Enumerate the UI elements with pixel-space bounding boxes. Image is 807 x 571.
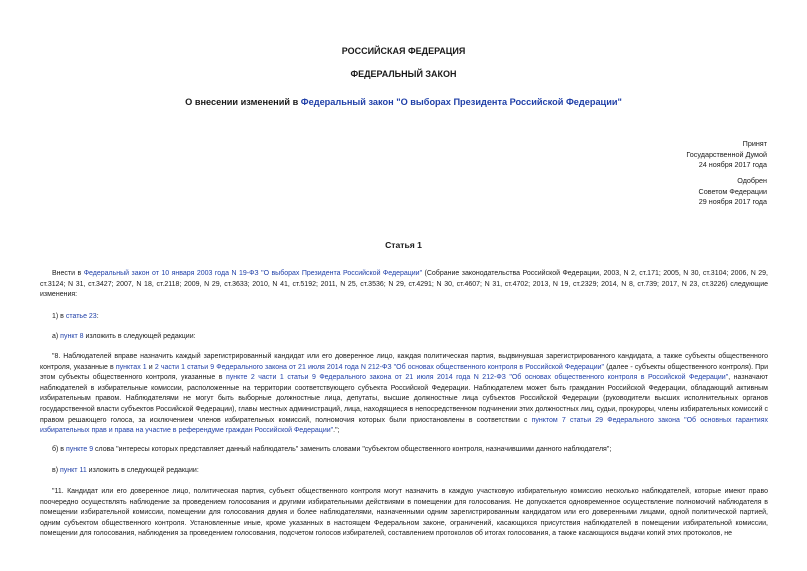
point-11-link[interactable]: пункт 11 <box>60 467 87 474</box>
point-11-text: "11. Кандидат или его доверенное лицо, политическая партия, субъект общественного контроля могут назначить в каждую участковую избирательную комиссию несколько наблюдателей, которые имеют право поочередно осуществлять наблюдение за проведением голосования и другими избирательными действиями в помещении для голосования. Не допускается одновременное осуществление полномочий наблюдателя в помещении избирательной комиссии, помещении для голосования двумя и более наблюдателями, назначенными одним зарегистрированным кандидатом или его доверенными лицами, одной политической партией, одним субъектом общественного контроля. Установленные иные, кроме указанных в настоящем Федеральном законе, ограничений, касающихся присутствия наблюдателей в помещении избирательной комиссии, помещении для голосования, наблюдения за проведением голосования, подсчетом голосов избирателей, составлением протоколов об итогах голосования, а также касающихся выдачи копий этих протоколов, не <box>40 488 768 538</box>
law-212-point2-link[interactable]: пункте 2 части 1 статьи 9 Федерального закона от 21 июля 2014 года N 212-ФЗ "Об основах общественного контроля в Российской Федерации" <box>226 374 729 382</box>
intro-paragraph <box>40 269 768 301</box>
text: (Собрание законодательства Российской Федерации, 2003, N 2, ст.171; 2005, N 30, ст.3104; 2006, N 29, ст.3124; N 31, ст.3427; 2007, N 18, ст.2118; 2009, N 29, ст.3633; 2010, N 41, ст.5192; 2011, N 25, ст.3536; N 29, ст.4291; N 30, ст.4607; N 31, ст.4702; 2013, N 19, ст.2329; 2014, N 8, ст.739; 2017, N 23, ст.3226) следующие изменения: <box>40 270 768 299</box>
text: : <box>96 313 99 320</box>
approved-block <box>699 176 767 208</box>
law-212-link[interactable]: 2 части 1 статьи 9 Федерального закона от 21 июля 2014 года N 212-ФЗ "Об основах общественного контроля в Российской Федерации" <box>154 363 605 371</box>
text: и <box>146 363 155 371</box>
item-c <box>40 466 768 477</box>
article-23-link[interactable]: статье 23 <box>65 313 97 320</box>
text: (далее - субъекты общественного контроля). При этом субъекты общественного контроля, указанные в <box>40 363 768 382</box>
text: изложить в следующей редакции: <box>86 467 199 474</box>
text: а) <box>52 333 61 340</box>
text: ."; <box>333 427 340 435</box>
accepted-date: 24 ноября 2017 года <box>698 160 767 169</box>
accepted-block <box>686 139 767 171</box>
text: в) <box>52 467 60 474</box>
law-title <box>0 97 807 107</box>
country-heading: РОССИЙСКАЯ ФЕДЕРАЦИЯ <box>341 46 466 56</box>
doc-type-heading: ФЕДЕРАЛЬНЫЙ ЗАКОН <box>350 69 457 79</box>
point-8-text <box>40 352 768 437</box>
text: б) в <box>52 446 66 453</box>
text: Внести в <box>52 270 84 277</box>
article-29-link[interactable]: пунктом 7 статьи 29 Федерального закона "Об основных гарантиях избирательных прав и права на участие в референдуме граждан Российской Федерации" <box>40 416 768 435</box>
text: 1) в <box>52 313 66 320</box>
text: изложить в следующей редакции: <box>83 333 196 340</box>
text: "8. Наблюдателей вправе назначить каждый зарегистрированный кандидат или его доверенное лицо, каждая политическая партия, выдвинувшая зарегистрированного кандидата, а также субъекты общественного контроля, указанные в <box>40 353 768 371</box>
law-title-link[interactable]: Федеральный закон "О выборах Президента Российской Федерации" <box>300 97 622 107</box>
item-1 <box>52 312 768 323</box>
point-9-link[interactable]: пункте 9 <box>65 446 94 453</box>
item-a <box>52 332 768 343</box>
approved-body: Советом Федерации <box>698 186 767 196</box>
text: слова "интересы которых представляет данный наблюдатель" заменить словами "субъектом общественного контроля, назначившими данного наблюдателя"; <box>93 446 612 453</box>
law-link[interactable]: Федеральный закон от 10 января 2003 года N 19-ФЗ "О выборах Президента Российской Федерации" <box>83 270 423 277</box>
item-b <box>40 445 768 456</box>
text: , назначают наблюдателей в избирательные комиссии, расположенные на территории соответствующего субъекта Российской Федерации. Наблюдателем может быть гражданин Российской Федерации, обладающий активным избирательным правом. Наблюдателями не могут быть выборные должностные лица, депутаты, высшие должностные лица субъектов Российской Федерации (руководители высших исполнительных органов государственной власти субъектов Российской Федерации), главы местных администраций, лица, находящиеся в непосредственном подчинении этих должностных лиц, судьи, прокуроры, члены избирательных комиссий с правом решающего голоса, за исключением членов избирательных комиссий, полномочия которых были приостановлены в соответствии с <box>40 374 768 424</box>
points-1-link[interactable]: пунктах 1 <box>115 363 147 371</box>
point-8-link[interactable]: пункт 8 <box>60 333 84 340</box>
accepted-line: Принят <box>742 139 767 148</box>
approved-line: Одобрен <box>737 176 767 185</box>
law-title-prefix: О внесении изменений в <box>185 97 301 107</box>
approved-date: 29 ноября 2017 года <box>698 197 767 206</box>
article-title: Статья 1 <box>385 240 422 250</box>
accepted-body: Государственной Думой <box>686 149 767 159</box>
